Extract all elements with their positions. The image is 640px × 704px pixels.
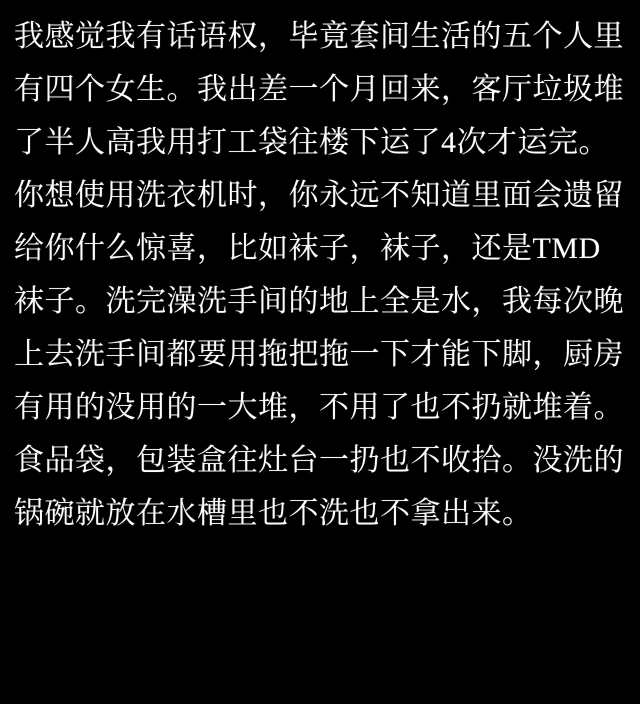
body-paragraph: 我感觉我有话语权，毕竟套间生活的五个人里有四个女生。我出差一个月回来，客厅垃圾堆了半人高我用打工袋往楼下运了4次才运完。你想使用洗衣机时，你永远不知道里面会遗留给你什么惊喜，比如袜子，袜子，还是TMD袜子。洗完澡洗手间的地上全是水，我每次晚上去洗手间都要用拖把拖一下才能下脚，厨房有用的没用的一大堆，不用了也不扔就堆着。食品袋，包装盒往灶台一扔也不收拾。没洗的锅碗就放在水槽里也不洗也不拿出来。 xyxy=(14,20,624,530)
